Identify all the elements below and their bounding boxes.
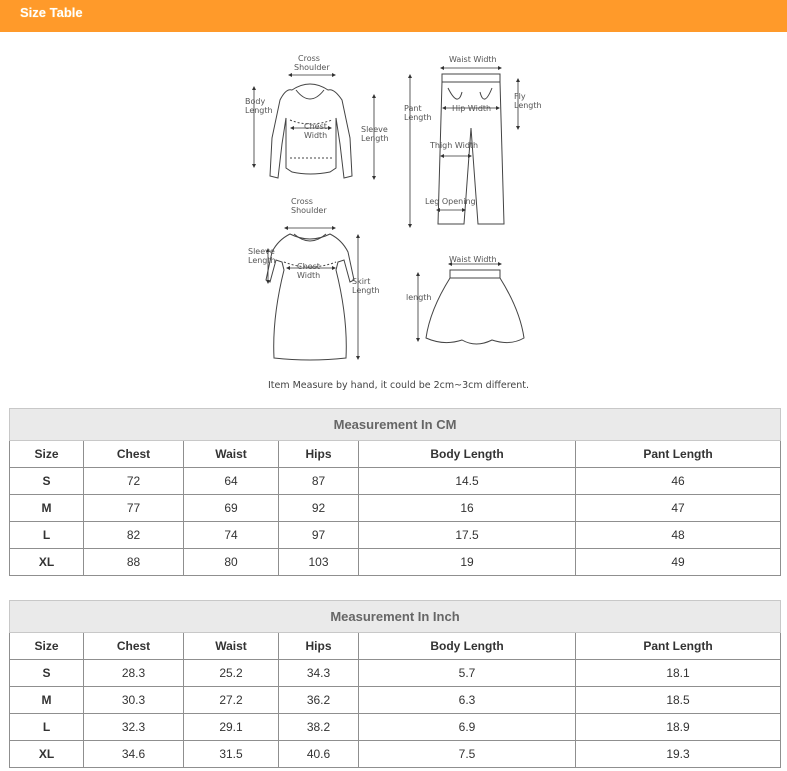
label-leg-opening: Leg Opening (425, 197, 476, 206)
col-header-hips: Hips (279, 633, 359, 660)
label-pant: Pant (404, 104, 422, 113)
measure-note: Item Measure by hand, it could be 2cm~3cm different. (267, 380, 530, 391)
cell-size: XL (10, 549, 84, 576)
cell-hips: 38.2 (279, 714, 359, 741)
cell-body-length: 7.5 (359, 741, 576, 768)
col-header-pant-length: Pant Length (576, 633, 781, 660)
table-header-row (10, 633, 781, 660)
cell-body-length: 5.7 (359, 660, 576, 687)
cell-body-length: 6.3 (359, 687, 576, 714)
cell-pant-length: 47 (576, 495, 781, 522)
cell-hips: 34.3 (279, 660, 359, 687)
cell-waist: 31.5 (184, 741, 279, 768)
cell-waist: 25.2 (184, 660, 279, 687)
col-header-hips: Hips (279, 441, 359, 468)
cell-pant-length: 48 (576, 522, 781, 549)
cell-hips: 92 (279, 495, 359, 522)
cell-body-length: 19 (359, 549, 576, 576)
col-header-chest: Chest (84, 441, 184, 468)
label-dress-chest: Chest (297, 262, 320, 271)
label-hip-width: Hip Width (452, 104, 492, 113)
col-header-size: Size (10, 441, 84, 468)
header-bar (0, 0, 787, 32)
table-row (10, 687, 781, 714)
cell-body-length: 17.5 (359, 522, 576, 549)
label-sleeve: Sleeve (361, 125, 388, 134)
header-title: Size Table (20, 5, 83, 20)
table-row (10, 495, 781, 522)
label-skirt-waist-width: Waist Width (449, 255, 497, 264)
skirt-illustration (426, 270, 524, 344)
dress-measure-lines (268, 228, 358, 358)
cell-pant-length: 18.1 (576, 660, 781, 687)
cell-hips: 103 (279, 549, 359, 576)
label-fly-length: Length (514, 101, 542, 110)
label-dress-sleeve-length: Length (248, 256, 276, 265)
label-chest: Chest (304, 122, 327, 131)
cell-waist: 74 (184, 522, 279, 549)
col-header-size: Size (10, 633, 84, 660)
cell-size: S (10, 468, 84, 495)
label-thigh-width: Thigh Width (430, 141, 479, 150)
label-skirt-length-only: length (406, 293, 432, 302)
cell-waist: 80 (184, 549, 279, 576)
table-row (10, 522, 781, 549)
col-header-body-length: Body Length (359, 441, 576, 468)
cell-hips: 40.6 (279, 741, 359, 768)
col-header-pant-length: Pant Length (576, 441, 781, 468)
cell-pant-length: 46 (576, 468, 781, 495)
label-dress-shoulder: Shoulder (291, 206, 327, 215)
cell-waist: 64 (184, 468, 279, 495)
label-skirt-length: Length (352, 286, 380, 295)
cell-size: L (10, 714, 84, 741)
measurement-diagram (230, 48, 560, 368)
label-skirt: Skirt (352, 277, 371, 286)
cell-waist: 29.1 (184, 714, 279, 741)
table-row (10, 549, 781, 576)
cell-size: L (10, 522, 84, 549)
label-dress-chest-width: Width (297, 271, 321, 280)
label-cross: Cross (298, 54, 320, 63)
table-row (10, 741, 781, 768)
label-chest-width: Width (304, 131, 328, 140)
col-header-body-length: Body Length (359, 633, 576, 660)
cell-body-length: 16 (359, 495, 576, 522)
cell-chest: 32.3 (84, 714, 184, 741)
table-caption: Measurement In CM (10, 409, 781, 441)
cell-size: M (10, 495, 84, 522)
table-row (10, 468, 781, 495)
cell-body-length: 6.9 (359, 714, 576, 741)
col-header-chest: Chest (84, 633, 184, 660)
label-sleeve-length: Length (361, 134, 389, 143)
size-table-inch (9, 600, 781, 768)
cell-chest: 28.3 (84, 660, 184, 687)
cell-size: S (10, 660, 84, 687)
cell-chest: 77 (84, 495, 184, 522)
cell-chest: 88 (84, 549, 184, 576)
cell-size: M (10, 687, 84, 714)
label-waist-width: Waist Width (449, 55, 497, 64)
label-shoulder: Shoulder (294, 63, 330, 72)
label-dress-sleeve: Sleeve (248, 247, 275, 256)
cell-pant-length: 19.3 (576, 741, 781, 768)
skirt-measure-lines (418, 264, 500, 340)
cell-pant-length: 18.9 (576, 714, 781, 741)
cell-hips: 87 (279, 468, 359, 495)
cell-pant-length: 49 (576, 549, 781, 576)
col-header-waist: Waist (184, 441, 279, 468)
table-caption: Measurement In Inch (10, 601, 781, 633)
label-pant-length: Length (404, 113, 432, 122)
label-body: Body (245, 97, 266, 106)
cell-waist: 69 (184, 495, 279, 522)
cell-chest: 82 (84, 522, 184, 549)
cell-hips: 36.2 (279, 687, 359, 714)
table-row (10, 660, 781, 687)
label-body-length: Length (245, 106, 273, 115)
cell-body-length: 14.5 (359, 468, 576, 495)
col-header-waist: Waist (184, 633, 279, 660)
label-fly: Fly (514, 92, 526, 101)
label-dress-cross: Cross (291, 197, 313, 206)
cell-pant-length: 18.5 (576, 687, 781, 714)
cell-chest: 72 (84, 468, 184, 495)
dress-illustration (266, 234, 354, 360)
cell-hips: 97 (279, 522, 359, 549)
cell-chest: 34.6 (84, 741, 184, 768)
table-header-row (10, 441, 781, 468)
size-table-cm (9, 408, 781, 576)
cell-size: XL (10, 741, 84, 768)
table-row (10, 714, 781, 741)
cell-waist: 27.2 (184, 687, 279, 714)
cell-chest: 30.3 (84, 687, 184, 714)
